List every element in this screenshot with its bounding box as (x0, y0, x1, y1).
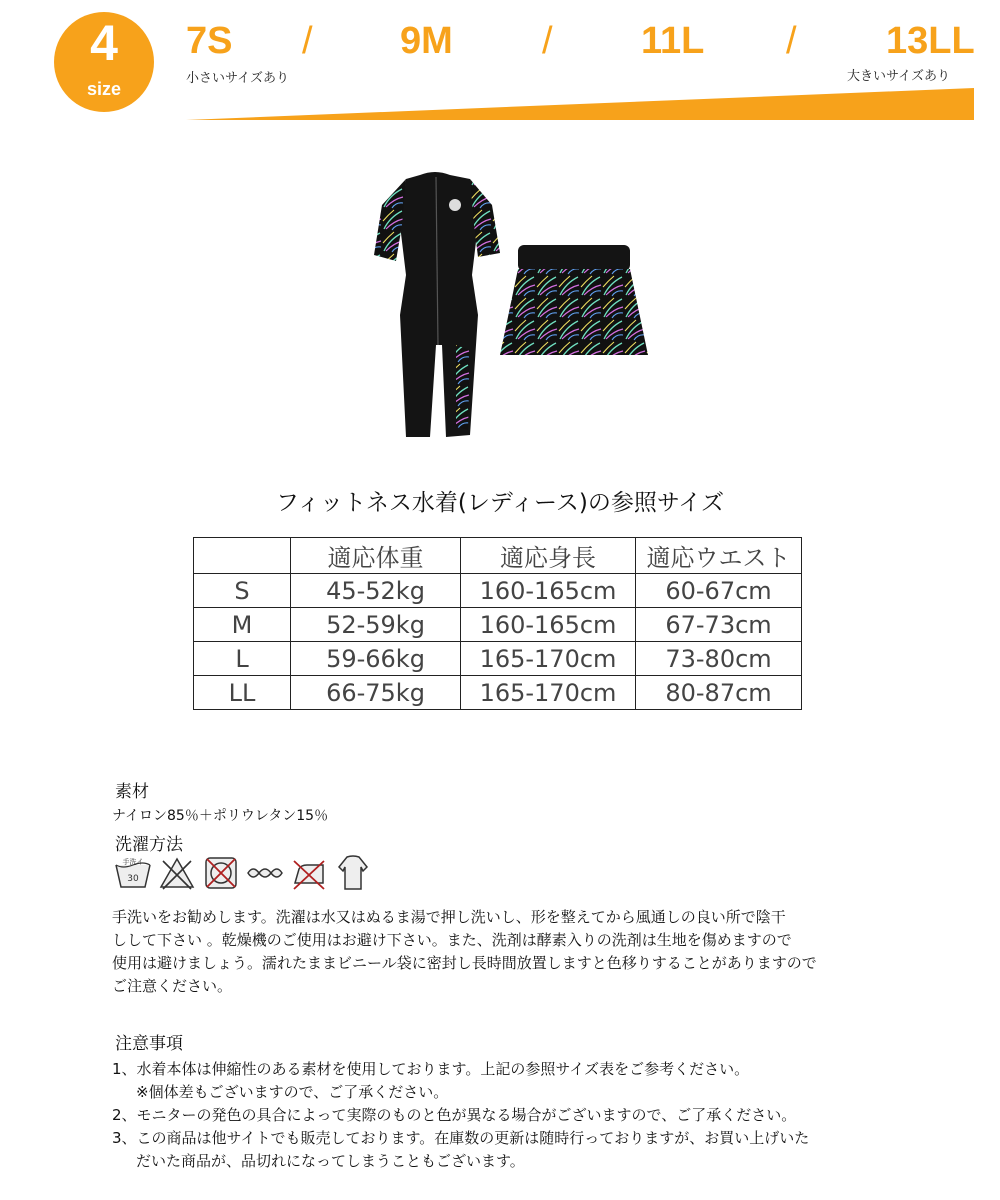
material-block (112, 781, 328, 825)
notes-list (112, 1058, 809, 1173)
table-cell: 160-165cm (461, 608, 636, 642)
no-iron-icon (289, 853, 329, 893)
table-cell: 66-75kg (291, 676, 461, 710)
table-cell: M (194, 608, 291, 642)
hand-wash-label: 手洗イ (122, 858, 144, 866)
washing-line: しして下さい 。乾燥機のご使用はお避け下さい。また、洗剤は酵素入りの洗剤は生地を傷めますので (112, 931, 792, 949)
table-cell: 165-170cm (461, 676, 636, 710)
table-row (194, 642, 802, 676)
badge-unit: size (86, 79, 122, 99)
skirt-illustration (500, 245, 648, 355)
table-row (194, 574, 802, 608)
table-cell: 73-80cm (636, 642, 802, 676)
table-header-row (194, 538, 802, 574)
table-row (194, 608, 802, 642)
washing-line: 使用は避けましょう。濡れたままビニール袋に密封し長時間放置しますと色移りすることがありますので (112, 954, 817, 972)
size-table-title: フィットネス水着(レディース)の参照サイズ (275, 490, 725, 516)
table-cell: S (194, 574, 291, 608)
washing-instructions (112, 906, 817, 998)
table-header-cell: 適応ウエスト (636, 538, 802, 574)
washing-line: ご注意ください。 (112, 977, 233, 995)
table-cell: L (194, 642, 291, 676)
size-9m: 9M (400, 20, 453, 62)
small-size-hint: 小さいサイズあり (186, 71, 289, 86)
material-text: ナイロン85％＋ポリウレタン15％ (112, 808, 329, 824)
header-underline-bar (186, 88, 974, 120)
table-cell: 59-66kg (291, 642, 461, 676)
size-count-badge (54, 12, 154, 112)
size-table (193, 537, 802, 710)
note-line: ※個体差もございますので、ご了承ください。 (136, 1083, 449, 1101)
table-cell: 45-52kg (291, 574, 461, 608)
care-icons (113, 853, 373, 893)
wash-temperature: 30 (127, 874, 139, 884)
table-header-cell (194, 538, 291, 574)
product-image (360, 165, 660, 450)
table-cell: 80-87cm (636, 676, 802, 710)
badge-number: 4 (90, 15, 118, 71)
size-13ll: 13LL (886, 20, 975, 62)
note-line: 2、モニターの発色の具合によって実際のものと色が異なる場合がございますので、ご了承ください。 (112, 1106, 797, 1124)
washing-line: 手洗いをお勧めします。洗濯は水又はぬるま湯で押し洗いし、形を整えてから風通しの良い所で陰干 (112, 908, 786, 926)
table-cell: 160-165cm (461, 574, 636, 608)
hang-dry-icon (333, 853, 373, 893)
notes-title: 注意事項 (115, 1034, 183, 1054)
size-11l: 11L (641, 20, 705, 62)
hand-wash-30-icon (113, 853, 153, 893)
table-row (194, 676, 802, 710)
note-line: だいた商品が、品切れになってしまうこともございます。 (136, 1152, 525, 1170)
size-7s: 7S (186, 20, 233, 62)
no-tumble-dry-icon (201, 853, 241, 893)
large-size-hint: 大きいサイズあり (847, 69, 950, 84)
table-cell: 165-170cm (461, 642, 636, 676)
note-line: 3、この商品は他サイトでも販売しております。在庫数の更新は随時行っておりますが、お買い上げいた (112, 1129, 810, 1147)
washing-title: 洗濯方法 (115, 835, 183, 855)
size-separator: / (302, 20, 313, 62)
no-bleach-icon (157, 853, 197, 893)
table-header-cell: 適応体重 (291, 538, 461, 574)
table-header-cell: 適応身長 (461, 538, 636, 574)
note-line: 1、水着本体は伸縮性のある素材を使用しております。上記の参照サイズ表をご参考ください。 (112, 1060, 750, 1078)
wring-gently-icon (245, 853, 285, 893)
table-cell: LL (194, 676, 291, 710)
size-separator: / (786, 20, 797, 62)
material-title: 素材 (115, 782, 149, 802)
swimsuit-illustration (374, 172, 500, 437)
table-cell: 52-59kg (291, 608, 461, 642)
table-cell: 60-67cm (636, 574, 802, 608)
table-cell: 67-73cm (636, 608, 802, 642)
size-separator: / (542, 20, 553, 62)
